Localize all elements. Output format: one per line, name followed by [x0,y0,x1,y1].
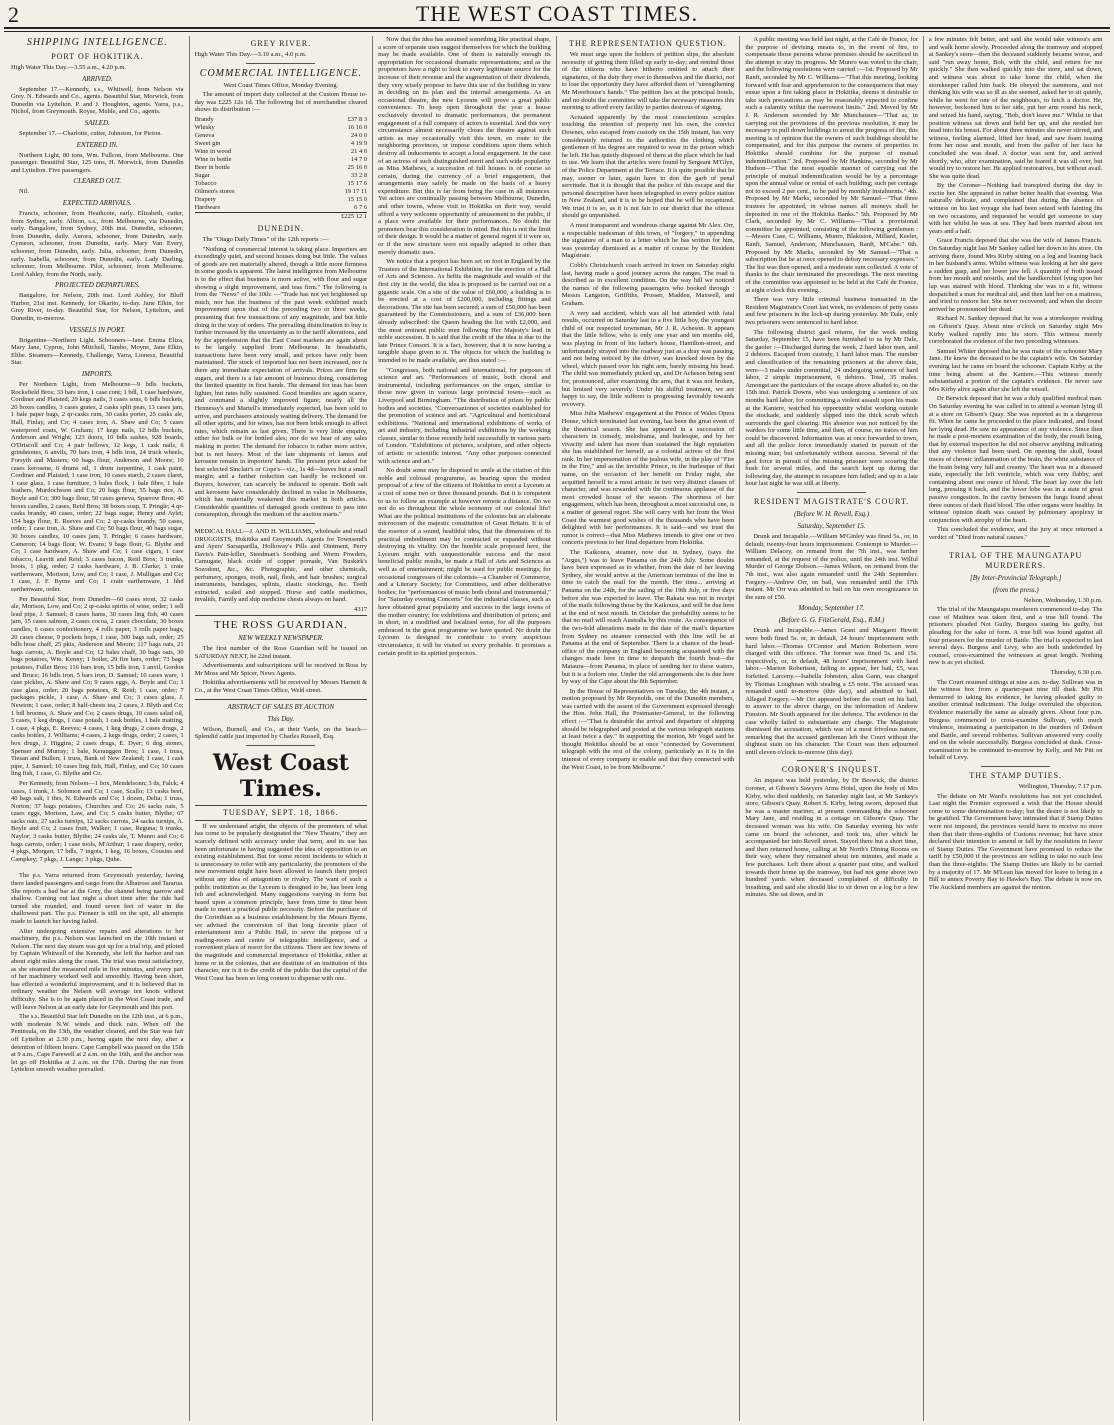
rm-court-subheading: (Before W. H. Revell, Esq.) [793,510,870,519]
leader-title: West Coast Times. [212,749,349,802]
doctor-text: Dr Berwick deposed that he was a duly qualified medical man. On Saturday evening he was called in to attend a woman lying ill at a store on Gibson's Quay. She was reported as in a dangerous fit. When he came he proceeded to the place indicated, and found her lying dead. He saw no appearance of any violence. Since then he made a post-mortem examination of the body, the result being, that by external inspection he did not observe anything indicating that any violence had been used. On opening the skull, found traces of chronic inflammation of the brain, the white substance of the brain being very full and creamy. The heart was in a diseased state, especially the left ventricle, which was very flabby, and containing about one ounce of blood. The heart lay over the left lung, pressing it back, and the lower lobe was in a state of great passive congestion. In the cavity between the lungs found about three ounces of dark fluid blood. The other organs were healthy. In witness' opinion death was caused by pulmonary apoplexy in conjunction with atrophy of the heart. [928,395,1103,524]
shipping-heading: SHIPPING INTELLIGENCE. [26,37,168,48]
divider [246,63,315,64]
cobbs-coach-text: Cobb's Christchurch coach arrived in town on Saturday night last, having made a good journey across the ranges. The road is described as in excellent condition. On the way hill we noticed the names of the following passengers who booked through : Messrs Langston, Griffiths, Prosser, Madden, Maxwell, and Graham. [561,262,735,307]
trial-text-2: The Court resumed sittings at nine a.m. to-day. Sullivan was in the witness box from a quarter-past nine till dusk. Mr Pitt demurred to taking his evidence, he having pleaded guilty to another criminal indictment. The Judge overruled the objection. Evidence materially the same as already given. About four p.m. Burgess commenced to cross-examine Sullivan, with much virulence, insinuating a participation in the murders of Dobson and Battle, and several robberies. Sullivan answered very coolly and on the whole successfully. Burgess concluded at dusk. Cross-examination to be continued to-morrow by Kelly, and Mr Pitt on behalf of Levy. [928,678,1103,762]
ross-text-2: Advertisements and subscriptions will be received in Ross by Mr Moss and Mr Spicer, News Agents. [194,662,368,677]
saturday-text: Drunk and Incapable.—William M'Ginley was fined 5s., or, in default, twenty-four hours imprisonment. Contempt to Murder.—William Delacey, on remand from the 7th inst., was further remanded, at the request of the police, until the 24th inst. Wilful Murder of George Dobson.—James Wilson, on remand from the 7th inst., was also again remanded until the 24th September. Forgery.—Andrew Orr, on bail, was remanded until the 17th instant. Mr Orr was admitted to bail on his own recognizance in the sum of £50. [745,533,918,601]
duty-row [195,124,368,132]
columns [6,36,1108,1421]
duty-amount: 21 4 0 [350,147,368,155]
dunedin-intro: The "Otago Daily Times" of the 12th reports :— [202,235,329,243]
nelson-report: After undergoing extensive repairs and alterations to her machinery, the p.s. Nelson was launched on the 10th instant at Nelson. The next day steam was got up for a trial trip, and piloted by Captain Whitwell of the Kennedy, she left the harbor and ran about eight miles along the coast. The trial was most satisfactory, as she steamed the measured mile in five minutes, and every part of her machinery worked well and smoothly. Having been short, has effected a wonderful improvement, and it is believed that in ordinary weather the Nelson will average ten knots without difficulty. She is to be again placed in the West Coast trade, and will leave Nelson at an early date for Greymouth and this port. [11,927,184,1011]
masthead [0,0,1114,26]
imports-text-2: Per Beautiful Star, from Dunedin—60 cases stout, 32 casks ale, Morison, Low, and Co; 2 qr-casks spirits of wine, order; 1 sell lead pipe, J. Samuel; 8 cases hams, 30 cases ling fish, 40 cases jam, 15 cases salmon, 2 cases cocoa, 2 cases chocolate, 30 boxes candles, 6 cases confectionery, 4 rolls paper, 3 rolls paper bags, 20 cases cheese, 9 pockets hops, 1 case, 300 bags salt, order; 25 bdls hose chaff, 25 pkts, Anderson and Moore; 117 bags oats, 21 bags carrots, A. Boyle and Co; 12 bales chaff, 30 bags oats, 30 bags potatoes, Wm. Kenny; 1 boiler, 29 fire bars, order; 73 bags potatoes, Fuller Bros; 116 bars iron, 15 bdls iron, 1 anvil, Gordon and Bruce; 16 bdls iron, 5 bars iron, D. Samuel; 10 cases ware, 1 case pickles, A. Shaw and Co; 9 cases eggs, A. Boyle and Co; 1 case glass, order; 20 bags potatoes, R. Reid; 1 case, order; 7 packages pickle, 1 case, A. Shaw and Co; 3 cases glass, J. Newton; 1 case, order; 8 half-chests tea, 2 cases, J. Blyth and Co; 1 bdl brooms, A. Shaw and Co; 2 cases drugs, 10 cases salad oil, 5 cases, 1 keg drugs, 1 case potash, 1 cask bottles, 1 bale matting, 1 case, 4 pkgs, E. Reeves; 4 cases, 1 keg drugs, 2 cases drugs, 2 casks bottles, J. Williams; 4 cases, 2 kegs drugs, order; 2 cases, 1 box drugs, J. Higgins; 2 cases drugs, E. Dyer; 6 dog stones, Spenser and Murray; 1 bale, Kerauggen Bros; 1 case, 1 truss, Tiesan and Bullen; 1 truss, Bank of New Zealand; 1 case, 1 cask pipe, J. Samuel; 10 cases ling fish, Hall, Finlay, and Co; 10 cases ling fish, 1 case, G. Blythe and Co. [11,595,184,778]
duty-item: Tobacco [194,179,217,187]
masthead-rule-thin [4,31,1110,32]
dunedin-text: "Nothing of commercial interest is taking place. Importers are exceedingly quiet, and second houses doing but little. The values of goods are not materially altered, though a little more firmness in some goods is apparent. The latest intelligence from Melbourne is to the effect that business is more active, with flour and sugar showing a slight improvement, and teas firm." The following is from the "News" of the 10th: —"Trade has not yet brightened up much, nor has the business of the past week exhibited much improvement upon that of the preceding two or three weeks, presuming that few transactions of any magnitude, and but little doing in the way of orders. The prevailing disinclination to buy is further increased by the uncertainty as to the tariff alterations, and by the apprehension that the East Coast markets are again about to be largely supplied from Melbourne. In breadstuffs, transactions have been very small, and prices have only been maintained. The stock of imported has not been increased, nor is there any immediate expectation of arrivals. Prices are firm for sugars, and there is a fair amount of business doing, considering the limited quantity in first hands. The demand for teas has been lighter, but rates fully sustained. Good brandies are again scarce, and command a slightly improved figure; nearly all the Hennessy's and Martell's immediately expected, has been sold to arrive, and purchasers anxiously waiting delivery. The demand for all other spirits, and for wines, has not been brisk enough to affect rates, which remain as last given. There is very little enquiry, either for bulk or for bottled ales; nor do we hear of any sales making in porter. The demand for tobacco is rather more active, but is not heavy. Most of the late shipments of lamos and kerosene remain in importers' hands. The present price asked for best selected Sinclair's or Cope's—viz., 1s 4d—leaves but a small margin; and a further reduction can hardly be reckoned on. Buyers, however, can scarcely be induced to operate. Both salt and kerosene have considerably declined in value in Melbourne, which has materially weakened this market in both articles. Considerable quantities of damaged goods continue to pass into consumption, through the medium of the auction marts." [194,245,368,519]
column-4 [557,36,741,1421]
sailed-heading: SAILED. [84,118,110,127]
duty-item: Wine in bottle [194,155,232,163]
accident-text: A very sad accident, which was all but attended with fatal results, occurred on Saturday last to a five little boy, the youngest child of our respected townsman, Mr J. R. Acheson. It appears that the little fellow, who is only one year and ten months old, was playing in front of his father's house, Hamilton-street, and unfortunately strayed into the roadway just as a dray was passing, and not being noticed by the driver, was knocked down by the wheel, which passed over his right arm, barely missing his head. The child was immediately picked up, and Dr Acheson being sent for, pronounced, after examining the arm, that it was not broken, but bruised very severely. Under his skilful treatment, we are happy to say, the little sufferer is progressing favorably towards recovery. [561,309,735,408]
column-5 [740,36,924,1421]
duty-item: Hardware [194,203,221,211]
projected-heading: PROJECTED DEPARTURES. [54,281,140,290]
forgery-charge-text: A most transparent and wondrous charge against Mr Alex. Orr, a respectable tradesman of this town, of "forgery," in appending the signature of a man to a letter which he has written for him, was yesterday dismissed as a matter of course by the Resident Magistrate. [561,222,735,260]
dunedin-heading: DUNEDIN. [257,223,305,233]
page-number: 2 [8,2,19,27]
duty-item: Sugar [194,171,210,179]
duty-row [195,116,368,124]
trial-text: The trial of the Maungatapu murderers commenced to-day. The case of Mathieu was taken first, and a true bill found. The prisoners pleaded Not Guilty, Burgess stating his guilty, but pleading for the sake of form. A true bill was found against all four prisoners for the murder of Battle. The trial is expected to last several days. Burgess and Levy, who are both undefended by counsel, cross-examined the witnesses at great length. Nothing new is as yet elicited. [928,606,1103,667]
duty-amount: 16 16 0 [347,123,368,131]
gaol-returns-text: The following district gaol returns, for the week ending Saturday, September 15, have been furnished to us by Mr Dale, the gaoler :—Discharged during the week, 2 hard labor men, and 2 debtors. Escaped from custody, 1 hard labor man. The number and classification of the remaining prisoners at the above date, were—3 males under committal, 24 undergoing sentence of hard labor, 2 simple imprisonment, 6 debtors. Total, 35 males. Amongst are the particulars of the escape above alluded to, on the 15th inst. Patrick Downs, who was undergoing a sentence of six months hard labor, for committing a violent assault upon his mate at the Kaniere, watched his opportunity whilst working outside the stockade, and suddenly slipped into the thick scrub which surrounds the gaol clearing. His absence was not noticed by the warders for some little time, and then, of course, no traces of him could be discovered. Information was at once forwarded to town, and all the police force immediately started in pursuit of the missing man; but unfortunately without success. Several of the gaol force in pursuit of the missing prisoner were scouring the bush for several miles, and the search kept up during the following day, the attempt to recapture him failed; and up to a late hour last night he was still at liberty. [745,328,918,488]
column-1 [6,36,190,1421]
duty-row [195,148,368,156]
escape-text: Actuated apparently by the most conscientious scruples touching the retention of property not his own, the convict Downes, who escaped from custody on the 15th instant, has very considerately returned to the authorities the clothing which gentlemen of his degree are required to wear in the prison which he left. He has quietly disposed of them at the place which he had to use. We learn that the articles were found by Sergeant M'Glyn, of the Police Department at the Terrace. It is quite possible that he may, sooner or later, again have to don the garb of penal servitude. But it is thought that the police of this escape and the personal description have been telegraphed to every police station in New Zealand, and it is to be hoped that he will be recaptured. We trust it is so, as it is not fair to our district that the offence should go unpunished. [561,113,735,220]
duty-row [195,164,368,172]
duty-total-row [195,212,368,221]
column-2 [190,36,374,1421]
yarra-report: The p.s. Yarra returned from Greymouth yesterday, having there landed passengers and cargo from the Albatross and Tararua. She reports a bad bar at the Grey, the channel being narrow and shallow. Coming out last night a short time after the tide had turned she rounded, and found seven feet of water in the shallowest part. The p.s. Pioneer is still on the spit, all attempts made to launch her having failed. [11,872,184,925]
duty-item: Geneva [194,131,215,139]
duty-item: Oilmen's stores [194,187,235,195]
duty-amount: 15 17 6 [347,179,368,187]
vessels-text: Brigantine—Northern Light. Schooners—Jane. Emma Eliza, Mary Jane, Cyprus, John Mitchell, Tambo, Moyne, Jane Elkin, Elibe. Steamers—Kennedy, Challenge, Yarra, Lioness, Beautiful Star. [11,336,184,367]
duty-row [195,180,368,188]
duty-row [195,172,368,180]
cleared-heading: CLEARED OUT. [73,177,122,186]
duty-item: Brandy [194,115,214,123]
grey-high-water: High Water This Day.—3.10 a.m., 4.0 p.m. [194,51,307,58]
duty-row [195,140,368,148]
rm-court-heading: RESIDENT MAGISTRATE'S COURT. [754,497,910,507]
editorial-continued-2: We notice that a project has been set on foot in England by the Trustees of the International Exhibition, for the erection of a Hall of Arts and Sciences. As befits the magnitude and wealth of the first city in the world, the idea is proposed to be carried out on a gigantic scale. On a site of the value of £60,000, a building is to be erected at a cost of £200,000, including fittings and decorations. The site has been secured; a sum of £50,000 has been guaranteed by the Commissioners, and a sum of £36,000 been already subscribed: the Queen heading the list with £2,000, and the most eminent public men following Her Majesty's lead in noble succession. It is said that the credit of the idea is due to the late Prince Consort. It is a fact, however, that it is now having a tangible shape given to it. The objects for which the building is intended to be made available, are thus stated :— [378,258,551,364]
leader-date: TUESDAY, SEPT. 18, 1866. [195,805,368,821]
trial-heading: TRIAL OF THE MAUNGATAPU MURDERERS. [949,550,1083,570]
duty-row [195,156,368,164]
duty-intro: The amount of import duty collected at the Custom House to-day was £225 12s 1d. The following list of merchandise cleared shows its distribution :— [194,91,368,114]
duty-amount: 24 0 0 [350,131,368,139]
mathews-text: Miss Julia Mathews' engagement at the Prince of Wales Opera House, which terminated last evening, has been the great event of the theatrical season. She has appeared in a succession of characters in comedy, melodrama, and burlesque, and by her vivacity and talent has more than sustained the high reputation she has established for herself, as a colonial actress of the first rank. In her impersonation of the jealous wife, in the play of "Fire in the Fire," and as the invisible Prince, in the burlesque of that name, on the occasion of her benefit on Friday night, she acquitted herself to a most artistic in two very distinct classes of character, and was rewarded with the continuous applause of the most crowded house of the season. The shortness of her engagement, which has been, throughout a most successful one, is a matter of general regret. She will carry with her from the West Coast the warmest good wishes of the thousands who have been delighted with her performances. It is said—and we trust the rumor is correct—that Miss Mathews intends to give one or two concerts previous to her final departure from Hokitika. [561,410,735,547]
representation-text: We must urge upon the holders of petition slips, the absolute necessity of getting them filled up early to-day; and remind those of the citizens who have hitherto omitted to attach their signatures, of the duty they owe to themselves and the district, not to lose the opportunity they have afforded them of "strengthening Mr Moorhouse's hands." The petition lies at the principal hotels, and no doubt the committee will take the necessary measures this morning to afford every facility to parties desirous of signing. [561,51,735,112]
grace-francis-text: Grace Francis deposed that she was the wife of James Francis. On Saturday night last Mr Sankey called her down to his store. On arriving there, found Mrs Kirby sitting on a log and leaning back in her husband's arms. Whilst witness was looking at her she gave a sudden gasp, and her lower jaw fell. A quantity of froth issued from her mouth and nostrils, and the handkerchief lying upon her lap was stained with blood. Thinking she was in a fit, witness despatched a man for medical aid, and then laid her on a mattress, and tried to restore her. She never recovered; and when the doctor arrived he pronounced her dead. [928,237,1103,313]
editorial-continued: Now that the idea has assumed something like practical shape, a score of separate uses suggest themselves for which the building may be made available. One of them is naturally enough its appropriation for occasional dramatic representations; and as the proprietors have a right to look to every legitimate source for the increase of their revenue and the augmentation of their dividends, they very wisely propose to have this use of the building in view in deciding on its plan and the internal arrangements. As an occasional theatre, the new Lyceum will prove a great public convenience. To keep open throughout the year a house exclusively devoted to dramatic performances, the permanent engagement of a full company of actors is essential. And this very circumstance almost necessarily closes the theatre against such artists as may occasionally visit this town, en route to the neighboring provinces, or impose conditions upon them which destroy all inducements to accept a local engagement. In the case of an actress of such distinguished merit and such wide popularity as Miss Mathews, a succession of full houses is of course so certain, during the currency of a brief engagement, that arrangements may safely be made on the basis of a heavy expenditure. But this is far from being the case in all instances. Yet actors are continually passing between Melbourne, Dunedin, and other towns, whose visit to Hokitika on their way, would afford a very welcome opportunity of amusement to the public, if a place were available for their performances. No doubt the promoters bear this consideration in mind. But this is not the limit of their design. It would be a matter of general regret if it were so, or if the new structure were not equally adapted to other than merely dramatic uses. [378,36,551,256]
duty-amount: 4 19 9 [350,139,368,147]
ross-heading: THE ROSS GUARDIAN. [213,619,348,632]
ad-number: 4317 [354,605,368,613]
divider [981,546,1050,547]
projected-text: Bangalore, for Nelson, 20th inst. Lord Ashley, for Bluff Harbor, 21st inst. Kennedy, for Okarito, to-day. Jane Elkin, for Grey River, to-day. Beautiful Star, for Nelson, Lyttelton, and Dunedin, to-morrow. [11,292,184,323]
masthead-rule [4,27,1110,29]
medical-hall-ad: MEDICAL HALL—J. AND H. WILLIAMS, wholesale and retail DRUGGISTS, Hokitika and Greymouth. Agents for Townsend's and Ayers' Sarsaparilla, Holloway's Pills and Ointment, Perry Davis's Pain-killer, Steedman's Soothing and Worm Powders, Camugate, black oxide of copper pomade, Van Buskirk's Sozodont, &c., &c. Photographic, and other chemicals, perfumery, sponges, tooth, nail, flesh, and hair brushes; surgical instruments, bandages, splints, elastic stockings, &c. Teeth extracted, scaled and stopped. Horse and cattle medicines, invalids, Family and ship medicine chests always on hand. [194,527,368,604]
duty-item: Beer in bottle [194,163,230,171]
house-text: In the House of Representatives on Tuesday, the 4th instant, a motion proposed by Mr Reynolds, one of the Dunedin members, was carried with the assent of the Government expressed through the Hon. John Hall, the Postmaster-General, to the following effect :—"That is desirable the arrival and departure of shipping should be telegraphed and posted at the various telegraph stations at least twice a day." In supporting the motion, Mr Vogel said he thought Hokitika should be at once "connected by Government telegraph with the rest of the colony, particularly as it is in the interest of every company to enable and that they connected with the West Coast, to be from Melbourne." [561,687,735,771]
port-heading: PORT OF HOKITIKA. [51,52,144,61]
expected-heading: EXPECTED ARRIVALS. [62,198,132,207]
duty-row [195,132,368,140]
kaikoura-text: The Kaikoura, steamer, now due in Sydney, (says the "Argus,") was to leave Panama on the 24th July. Some doubts have been expressed as to whether, from the date of her leaving Sydney, she would arrive at the American terminus of the line in time to catch the mail for the month. Her time... arriving at Panama on the 24th, for the sailing of the 19th July, or five days before she was expected to leave. The Rakaia was not in receipt of the mails following those by the Kaikoura, and will be due here at the end of next month. In October the probability seems to be that no mail will reach Australia by this route. As consequence of the two-fold alterations made in the date of the mail's departure from Sydney no steamer connected with this line will be at Panama at the end of September. There is a chance of the head-office of the company in England becoming acquainted with the changes made here in time to despatch the fourth boat—the Mataura—from Panama, in place of sending her to these waters, but it is a forlorn one. Under the old arrangements she is due here by way of the Cape about the 8th September. [561,549,735,686]
trial-dateline-2: Thursday, 6.30 p.m. [1050,668,1103,676]
column-6 [924,36,1108,1421]
ross-text-3: Hokitika advertisements will be received by Messrs Harnett & Co., at the West Coast Times Office, Weld street. [194,679,368,695]
abstract-heading: ABSTRACT OF SALES BY AUCTION [227,702,335,711]
expected-text: Francis, schooner, from Heathcote, early. Elizabeth, cutter, from Sydney, early. Albion, s.s., from Melbourne, via Dunedin, early. Bangalore, from Sydney, 20th inst. Dunedin, schooner, from Dunedin, daily. Aurora, schooner, from Dunedin, early. Cymeon, schooner, from Dunedin, early. Mary Van Every, schooner, from Dunedin, early. Julia, schooner, from Dunedin, early. Isabella, schooner, from Dunedin, early. Lady Darling, schooner, from Melbourne. Pilot, schooner, from Melbourne. Lord Ashley, from the North, early. [11,209,184,278]
column-3 [373,36,557,1421]
abstract-text: Wilson, Burnell, and Co., at their Yards, on the beach—Splendid cattle just imported by Charles Russell, Esq. [194,725,368,741]
sailed-text: September 17.—Charlotte, cutter, Johnston, for Picton. [19,129,163,137]
whiter-text: Samuel Whiter deposed that he was mate of the schooner Mary Jane. He knew the deceased to be the captain's wife. On Saturday evening last he came on board the schooner. Captain Kirby at the time being absent at the Kaniere.—This witness merely substantiated a portion of the captain's evidence. He never saw Mrs Kirby alive again after she left the vessel. [928,347,1103,393]
cleared-text: Nil. [19,188,29,196]
imports-text: Per Northern Light, from Melbourne—9 bdls buckets, Rocksfield Bros; 33 bars iron, 1 case cont; 1 bdl, 1 case hardware, Cordiner and Plaisted; 20 kegs nails, 3 cases sons, 6 bdls buckets, 20 boxes candles, 3 cases grates, 2 casks split peas, 13 cases jam, 1 bale paper bags, 2 qr-casks rum, 30 casks porter, 25 casks ale, Hall, Finlay, and Co; 4 cases iron, A. Shaw and Co; 5 cases waterproof coats, W. Graham; 17 kegs nails, 12 bdls buckets, Anderson and Wright; 123 doors, 10 bdls sashes, 928 boards, O'Driscoll and Co; 4 pair bellows, 12 kegs, 1 cask nails, 6 grindstones, 6 anvils, 70 bars iron, 4 bdls iron, 24 truck wheels, Forsyth and Masters; 60 bags flour, Anderson and Moore; 10 cases kerosene, 6 drums oil, 1 drum turpentine, 1 cask paint, Cordiner and Plaisted; 1 case iron, 10 cases starch, 2 cases claret, 1 case glass, 1 case furniture, 3 bales flock, 1 bale fibre, 1 bale feathers, Murdochsson and Co; 20 bags flour, 55 bags rice, A. Boyle and Co; 300 bags flour, 50 cases geneva, Sparrow Bros; 40 boxes candles, 2 cases, Reid Bros; 38 boxes soap, T. Pringle; 4 qr-casks brandy, 40 cases, order; 22 bags sugar, Henry and Aylet; 154 bags flour, E. Reeves and Co; 2 qr-casks brandy, 50 cases, order; 1 case iron, A. Shaw and Co; 50 bags flour, 40 bags sugar, 30 boxes candles, 10 cases jam, T. Pringle; 6 cases hardware, Cameron; 14 bags flour, W. Evans; 9 bags flour, G. Blythe and Co; 1 case hardware, A. Shaw and Co; 1 case cigars, 1 case tobacco, Leavitt and Reid; 3 cases bacon, Reid Bros; 3 trunks, boots, 1 pkg, order; 2 casks hardware, J. B. Clarke; 1 crate earthenware, Morison, Low, and Co; 1 case, J. Mulligan and Co; 1 case, J. F. Byrne and Co; 1 crate earthenware, 1 hhd earthenware, order. [11,381,184,594]
duty-amount: 25 16 0 [347,163,368,171]
duty-amount: £37 8 3 [347,115,368,123]
entered-text: Northern Light, 80 tons, Wm. Fullcon, from Melbourne. One passenger. Beautiful Star, 125 tons, H. Morwick, from Dunedin and Lyttelton. Five passengers. [11,151,184,174]
divider [797,760,866,761]
kennedy-imports: Per Kennedy, from Nelson—1 box, Mendelsonn; 3 ds, Falck; 4 cases, 1 trunk, J. Solomon and Co; 1 case, Scallo; 13 casks beef, 40 bags salt, 1 thrs, N. Edwards and Co; 1 dozen, Delta; 1 truss, Norton; 37 bags potatoes, Churches and Co; 26 sacks oats, 5 cases eggs, Morison, Law, and Co; 5 casks butter, Blythe; 67 sacks oats, 27 sacks turnips, 12 sacks carrots, 24 sacks turnips, A. Boyle and Co; 2 cases fruit, Walker; 1 case, Reguna; 9 trunks, Naylor; 3 casks butter, Blythe; 24 casks ale, T. Munro and Co; 6 bags carrots, order; 1 case tools, M'Arthur; 1 case drapery, order; 4 pkgs, Morgan; 17 bdls, 7 ingots, 1 keg, 16 boxes, Cousins and Campkey; 7 pkgs, J. Lange; 3 pkgs, Quhe. [11,779,184,863]
duty-item: Sweet gin [194,139,221,147]
duty-amount: 33 2 8 [350,171,368,179]
divider [246,745,315,746]
duty-table [195,116,368,221]
high-water: High Water This Day.—3.55 a.m., 4.20 p.m. [11,64,127,71]
newspaper-title: THE WEST COAST TIMES. [415,1,699,26]
editorial-continued-3: No doubt some may be disposed to smile at the citation of this noble and colossal programme, as bearing upon the modest proposal of a few of the citizens of Hokitika to erect a Lyceum at a cost of some two or three thousand pounds. But it is competent to us to follow an example at however remote a distance. Do we not do so throughout the whole economy of our colonial life? What are the political institutions of the colonies but an elaborate microcosm of the majestic constitution of Great Britain. It is of the essence of a sound, healthful idea, that the dimensions of its practical embodiment may be contracted or expanded without destroying its vitality. On the humble scale proposed here, the Lyceum might with unquestionable success and the most beneficial public results, be made a Hall of Arts and Sciences as well as of entertainment; might be used for public meetings; for occasional congresses of the colonists—a Chamber of Commerce, and a Literary Society; for Committees, and other deliberative bodies; for "performances of music both choral and instrumental," for "Saturday evening Concerts" for the industrial classes, such as have obtained great popularity and success in the large towns of the mother country; for exhibitions and distribution of prizes; and in short, in a modified and localised sense, for all the purposes embraced in the great programme we have quoted. No doubt the Lyceum is designed to contribute to every auspicious circumstance, it will be visited so every probable. It promises a certain profit to its spirited projectors. [378,467,551,657]
monday-text: Drunk and Incapable.—James Grant and Margaret Hewitt were both fined 5s. or, in default, 24 hours' imprisonment with hard labor.—Thomas O'Connor and Marion Robertson were charged with this offence. The former was fined 5s. and 15s. respectively, or, in default, 48 hours' imprisonment with hard labor.—Marion Robertson, failing to appear, her bail, £5, was forfeited. Larceny.—Isabella Johnston, alias Gann, was charged by Thomas Loughnan with stealing a £5 note. The accused was remanded until to-morrow (this day), and admitted to bail. Alleged Forgery.—Mr Orr appeared before the court on his bail, to answer to the above charge, on the information of Andrew Funston. Mr South appeared for the defence. The evidence in the case wholly failed to substantiate any charge. The Magistrate dismissed the accusation, which was of a most frivolous nature, remarking that the accused gentleman left the Court without the slightest stain on his character. The Court was then adjourned until eleven o'clock to-morrow (this day). [745,627,918,756]
divider [246,523,315,524]
arrived-heading: ARRIVED. [82,74,113,83]
ross-subheading: NEW WEEKLY NEWSPAPER. [238,634,324,643]
duty-total: £225 12 1 [341,212,368,220]
inquest-continued: a few minutes felt better, and said she would take witness's arm and walk home slowly. Proceeded along the tramway and stopped at Sankey's store—then the deceased suddenly became worse, and said "run away home, Bob, with the child, and return for me quickly." She then walked quickly into the store, and sat down, and witness was about to take home the child, when the storekeeper called him back. He obeyed the summons, and not thinking his wife was so ill as she seemed, asked her to sit quietly, while he went for one of the neighbours, to fetch a doctor. He, however, beckoned him to her side, put her arm round his neck, and seized his hand, saying, "Bob, don't leave me." Whilst in that position witness sat down and held her up, and she nestled her head into his breast. For about three minutes she never stirred, and witness, feeling alarmed, lifted her head, and saw foam issuing from her nose and mouth, and from the pallor of her face he concluded she was dead. A doctor was sent for, and arrived shortly, who, after examination, said he feared it was all over, but would try to restore her. He applied restoratives, but without avail. She was quite dead. [928,36,1103,180]
beautiful-star-report: The s.s. Beautiful Star left Dunedin on the 12th inst., at 6 p.m., with moderate N.W. winds and thick rain. When off the Peninsula, on the 13th, the weather cleared, and the Star was fair off Lyttelton at 2.30 p.m., having again the next day, after a detention of fifteen hours. Cape Campbell was passed on the 15th at 9 a.m., Cape Farewell at 2 a.m. on the 16th, and the anchor was let go off Hokitika at 2 a.m. on the 17th. During the run from Lyttelton smooth weather prevailed. [11,1013,184,1074]
divider [63,867,132,868]
representation-heading: THE REPRESENTATION QUESTION. [569,39,727,48]
objects-list: "Congresses, both national and international, for purposes of science and art. "Performances of music, both choral and instrumental, including performances on the organ, similar to those now given in various large provincial towns—such as Liverpool and Birmingham. "The distribution of prizes by public bodies and societies. "Conversaziones of societies established for the promotion of science and art. "Agricultural and horticultural exhibitions. "National and international exhibitions of works of art and industry, including industrial exhibitions by the working classes, similar to those recently held successfully in various parts of London. "Exhibitions of pictures, sculpture, and other objects of artistic or scientific interest. "Any other purposes connected with science and art." [378,366,551,465]
coroner-question-text: By the Coroner—Nothing had transpired during the day to excite her. She appeared in rather better health that evening. Was naturally delicate, and complained that during the absence of witness on his last voyage she had been seized with fainting fits on two occasions, and requested he would get someone to stay with her whilst he was at sea. They had been married about ten years and a half. [928,182,1103,235]
stamp-text: The debate on Mr Ward's resolutions has not yet concluded. Last night the Premier expressed a wish that the House should come to some determination to-day; but the desire is not likely to be gratified. The Government have intimated that if Stamp Duties were not imposed, the provinces would have to receive no more than that their three-eighths of Customs revenue; but have since declared their intention to amend or fall by the resolution in favor of Stamp Duties. The Government have promised to reduce the tariff by £50,000 if the provinces are willing to take no such less than the three-eighths. The Stamp Duties are likely to be carried by a majority of 17. Mr M'Lean has moved for leave to bring in a Bill to annex Poverty Bay to Hawke's Bay. The debate is now on. The Auckland members are against the motion. [928,792,1103,891]
duty-item: Drapery [194,195,216,203]
trial-dateline: Nelson, Wednesday, 1.30 p.m. [1023,596,1103,604]
divider [981,766,1050,767]
commercial-heading: COMMERCIAL INTELLIGENCE. [199,67,362,79]
criminal-business-text: There was very little criminal business transacted in the Resident Magistrate's Court last week, no evidences of petty cases and few prisoners in the lock-up during yesterday. Mr Dale, only two prisoners were sentenced to hard labor. [745,296,918,326]
duty-item: Wine in wood [194,147,232,155]
monday-subheading: (Before G. G. FitzGerald, Esq., R.M.) [778,616,885,625]
duty-item: Whisky [194,123,215,131]
ross-guardian-ad [195,615,368,699]
trial-subheading: [By Inter-Provincial Telegraph.] [970,573,1062,582]
editorial-text: If we understand aright, the objects of the promoters of what has come to be popularly designated the "New Theatre," they are scarcely defined with accuracy under that term, and its use has been unfortunate in having suggested the idea of opposition to an existing establishment. But for some recent incidents to which it is unnecessary to refer with any particularity, the promoters of the new movement might have been allowed to launch their project without any idea of antagonism or rivalry. The want of such a public institution as the Lyceum is designed to be, has been long felt and acknowledged. Many suggestions varying in form but based upon a common principle, have from time to time been made to meet a practical public necessity. Before the purchase of the Corinthian as a business establishment by the Messrs Byrne, we advised the conversion of that long favorite place of entertainment into a Public Hall, to serve the purpose of a reading-room and centre of telegraphic intelligence, and a convenient place of resort for the citizens. There are few towns of the magnitude and commercial importance of Hokitika, either at home or in the colonies, that are destitute of an institution of this character, nor is it to the credit of the public that the capital of the West Coast has been so long content to dispense with one. [194,822,368,982]
ross-text-1: The first number of the Ross Guardian will be issued on SATURDAY NEXT, he 22nd instant. [194,645,368,660]
duty-row [195,204,368,213]
divider [797,492,866,493]
verdict-text: This concluded the evidence, and the jury at once returned a verdict of "Died from natural causes." [928,526,1103,541]
trial-source: (from the press.) [992,585,1039,594]
entered-heading: ENTERED IN. [76,140,118,149]
coroner-text: An inquest was held yesterday, by Dr Beswick, the district coroner, at Gibson's Sawyers Arms Hotel, upon the body of Mrs Kirby, who died suddenly, on Saturday night last, at Mr Sankey's store, Gibson's Quay. Robert S. Kirby, being sworn, deposed that he was a master mariner, at present commanding the schooner Mary Jane, and residing in a cottage on Gibson's Quay. The deceased woman was his wife. On Saturday evening his wife came on board the schooner, and took tea, after which he accompanied her into Revell street. Stayed there but a short time, and then returned home, calling at Mr North's Dining Rooms on their way, where they remained about ten minutes, and made a few purchases. Left there about a quarter past nine, and walked towards their home up the tramway, but had not gone above two hundred yards when deceased complained of difficulty in breathing, and said she should like to sit down on a log for a few minutes. She sat down, and in [745,777,918,899]
duty-amount: 6 7 6 [354,203,368,211]
monday-heading: Monday, September 17. [798,604,865,613]
abstract-subheading: This Day. [267,714,295,723]
stamp-dateline: Wellington, Thursday, 7.17 p.m. [1018,783,1103,791]
office-line: West Coast Times Office, Monday Evening. [223,81,339,89]
saturday-heading: Saturday, September 15. [797,522,866,531]
duty-amount: 19 17 11 [344,187,368,195]
duty-row [195,188,368,196]
stamp-duties-heading: THE STAMP DUTIES. [969,771,1063,781]
duty-amount: 15 15 0 [347,195,368,203]
arrived-text: September 17.—Kennedy, s.s., Whitwell, from Nelson via Grey. N. Edwards and Co., agents. Beautiful Star, Morwick, from Dunedin via Lyttelton. P. and J. Houghton, agents. Yarra, p.s., Nichol, from Greymouth. Royse, Muhle, and Co., agents. [11,85,184,116]
grey-river-heading: GREY RIVER. [250,39,312,48]
vessels-heading: VESSELS IN PORT. [69,325,126,334]
imports-heading: IMPORTS. [81,370,113,379]
public-meeting-text: A public meeting was held last night, at the Café de France, for the purpose of devising means to, in the event of fire, to compensate those persons whose premises should be sacrificed in the attempt to stay its progress. Mr Munro was voted to the chair, and the following resolutions were carried :—1st. Proposed by Mr Ranft, seconded by Mr C. Williams—"That this meeting, looking forward with fear and apprehension to the consequences that may ensue upon a fire taking place in Hokitika, deems it desirable to take such precautions as may be reasonably expected to confine such a calamity within the narrowest limits." 2nd. Moved by Mr J. R. Anderson seconded by Mr Munchausen—"That as, in carrying out the provisions of the previous resolution, it may be necessary to pull down buildings to arrest the progress of fire, this meeting is of opinion that the owners of such buildings should be compensated, and for this purpose the owners of properties in Hokitika should combine for the purpose of mutual indemnification." 3rd. Proposed by Mr Hankins, seconded by Mr Hudson—"That the most equable manner of carrying out the principle of mutual indemnification would be by a percentage upon the annual value or rental of each building; such per centage not to exceed 2 per cent., to be paid by monthly instalments." 4th. Proposed by Mr Marks, seconded by Mr Samuel—"That three trustees be appointed, in whose names all moneys shall be deposited in one of the Hokitika Banks." 5th. Proposed by Mr Clark, seconded by Mr C. Williams—"That a provisional committee be appointed, consisting of the following gentlemen :—Messrs Case, C. Williams, Munro, Blakiston, Millard, Keeler, Ranft, Samuel, Anderson, Munchausen, Ranft, M'Cabe." 6th. Proposed by Mr Marks, seconded by Mr Samuel—"That a subscription list be at once opened to defray necessary expenses." The list was then opened, and a moderate sum collected. A vote of thanks to the chair terminated the proceedings. The next meeting of the committee was appointed to be held at the Café de France, at eight o'clock this evening. [745,36,918,294]
duty-amount: 14 7 0 [350,155,368,163]
sankey-text: Richard N. Sankey deposed that he was a storekeeper residing on Gibson's Quay. About nine o'clock on Saturday night Mrs Kirby walked rapidly into his store. This witness merely corroborated the evidence of the two preceding witnesses. [928,315,1103,346]
duty-row [195,196,368,204]
coroner-heading: CORONER'S INQUEST. [781,765,882,775]
